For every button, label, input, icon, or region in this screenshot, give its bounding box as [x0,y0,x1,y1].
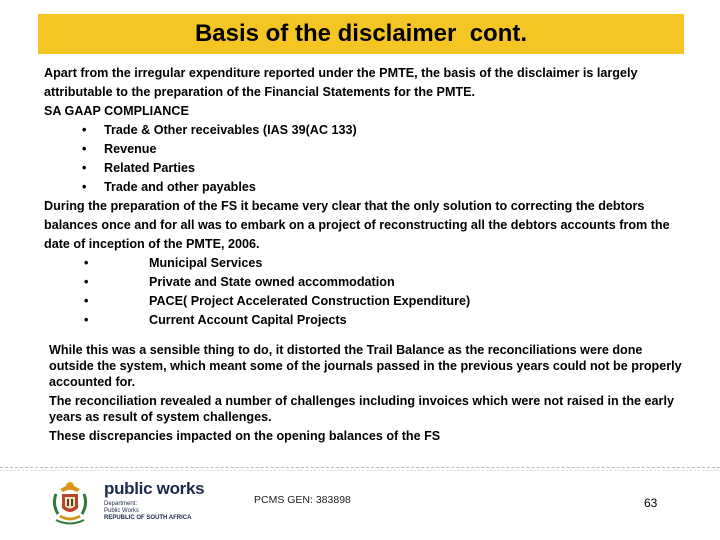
project-list [44,254,684,330]
reconciliation-paragraph: The reconciliation revealed a number of challenges including invoices which were not raised in the early years as result of system challenges. [49,394,674,424]
list-item-text: PACE( Project Accelerated Construction Expenditure) [149,294,471,308]
distortion-paragraph: While this was a sensible thing to do, it distorted the Trail Balance as the reconciliations were done outside the system, which meant some of the journals passed in the previous years could not be properly accounted for. [49,343,682,389]
document-reference: PCMS GEN: 383898 [254,494,351,506]
list-item [44,178,684,197]
list-item [44,140,684,159]
list-item-text: Trade & Other receivables (IAS 39(AC 133) [104,123,357,137]
list-item-text: Municipal Services [149,256,263,270]
list-item-text: Related Parties [104,161,195,175]
list-item [44,273,684,292]
logo-country: REPUBLIC OF SOUTH AFRICA [104,515,192,521]
discrepancy-paragraph: These discrepancies impacted on the opening balances of the FS [49,429,441,443]
logo-department-label: Department: [104,501,138,507]
footer-divider-secondary [0,470,720,471]
bullet-icon: • [84,275,89,289]
title-bar [38,14,684,54]
list-item [44,159,684,178]
list-item [44,292,684,311]
logo-department-name: Public Works [104,508,139,514]
logo-subtext [104,501,204,522]
coat-of-arms-icon [46,480,94,528]
list-item-text: Private and State owned accommodation [149,275,395,289]
compliance-heading: SA GAAP COMPLIANCE [44,104,189,118]
slide-body [44,64,684,447]
intro-paragraph: Apart from the irregular expenditure reported under the PMTE, the basis of the disclaimer is largely attributable to the preparation of the Financial Statements for the PMTE. [44,66,638,99]
list-item-text: Current Account Capital Projects [149,313,347,327]
compliance-list [44,121,684,197]
bullet-icon: • [82,123,87,137]
logo-wordmark: public works [104,479,205,498]
bullet-icon: • [84,256,89,270]
bullet-icon: • [82,142,87,156]
footer-divider [0,467,720,468]
bullet-icon: • [84,313,89,327]
list-item [44,311,684,330]
slide-title: Basis of the disclaimer cont. [194,20,528,47]
page-number: 63 [644,496,658,510]
preparation-paragraph: During the preparation of the FS it became very clear that the only solution to correcting the debtors balances once and for all was to embark on a project of reconstructing all the debtors accounts from the date of inception of the PMTE, 2006. [44,199,670,251]
list-item-text: Revenue [104,142,157,156]
bullet-icon: • [84,294,89,308]
list-item [44,121,684,140]
public-works-logo [46,480,204,528]
bullet-icon: • [82,161,87,175]
conclusion-block [44,342,684,444]
bullet-icon: • [82,180,87,194]
list-item [44,254,684,273]
list-item-text: Trade and other payables [104,180,256,194]
